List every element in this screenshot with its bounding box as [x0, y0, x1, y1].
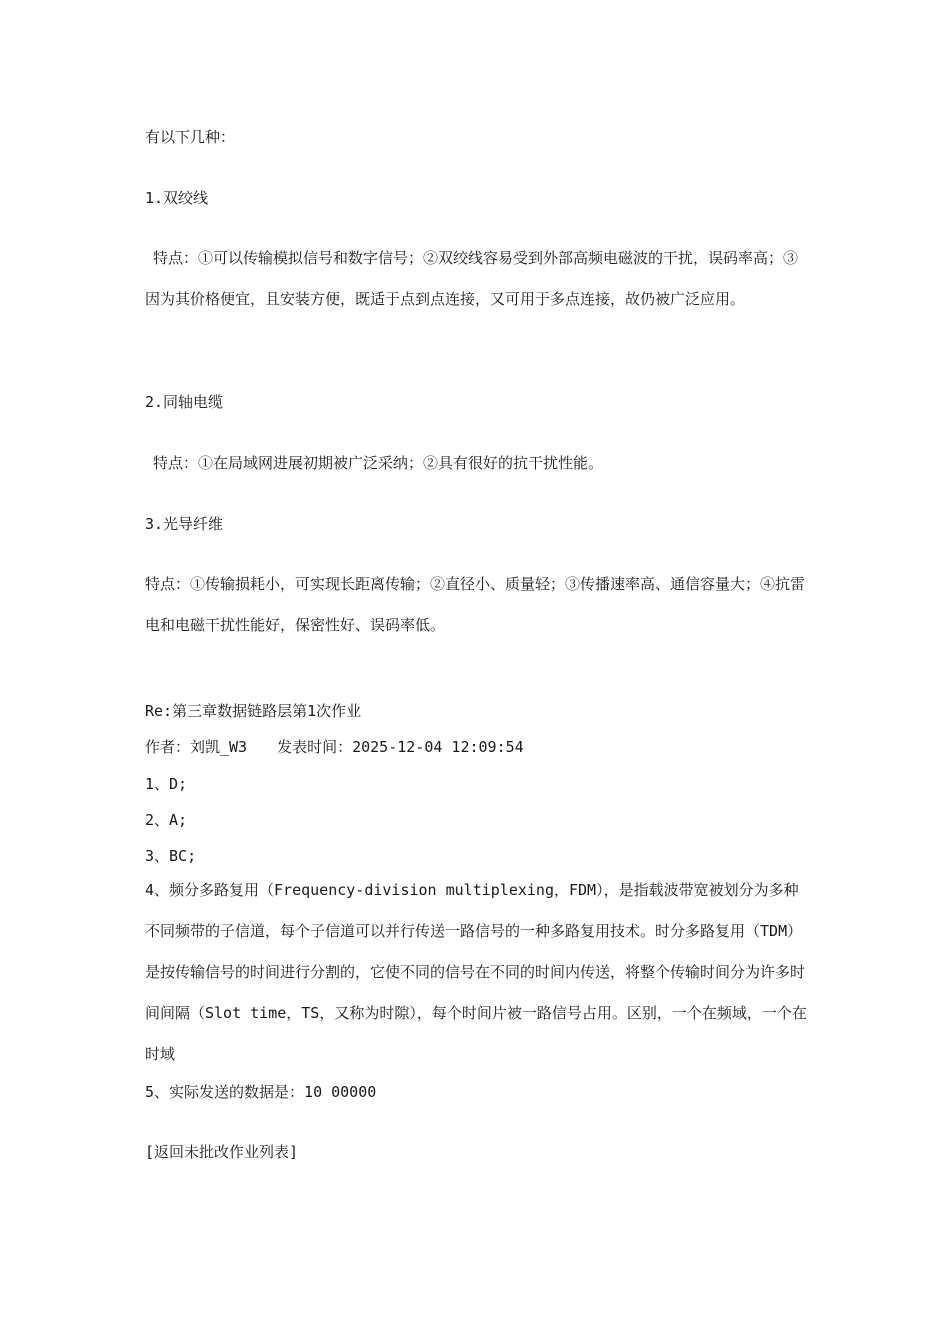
media-title-coaxial: 2.同轴电缆	[145, 393, 224, 411]
intro-text: 有以下几种：	[145, 128, 236, 146]
media-title-fiber: 3.光导纤维	[145, 515, 224, 533]
answer-item: 3、BC;	[145, 847, 197, 865]
media-features-fiber: 特点：①传输损耗小，可实现长距离传输；②直径小、质量轻；③传播速率高、通信容量大；④抗雷电和电磁干扰性能好，保密性好、误码率低。	[145, 575, 806, 634]
answer-4: 4、频分多路复用（Frequency-division multiplexing，FDM），是指载波带宽被划分为多种不同频带的子信道，每个子信道可以并行传送一路信号的一种多路复用技术。时分多路复用（TDM）是按传输信号的时间进行分割的，它使不同的信号在不同的时间内传送，将整个传输时间分为许多时间间隔（Slot time，TS，又称为时隙），每个时间片被一路信号占用。区别，一个在频域，一个在时域	[145, 881, 807, 1063]
reply-meta: 作者：刘凯_W3 发表时间：2025-12-04 12:09:54	[145, 738, 524, 756]
answer-5: 5、实际发送的数据是：10 00000	[145, 1083, 377, 1101]
reply-title: Re:第三章数据链路层第1次作业	[145, 702, 362, 720]
media-title-twisted-pair: 1.双绞线	[145, 189, 209, 207]
answer-item: 2、A;	[145, 811, 188, 829]
media-features-twisted-pair: 特点：①可以传输模拟信号和数字信号；②双绞线容易受到外部高频电磁波的干扰，误码率高；③因为其价格便宜，且安装方便，既适于点到点连接，又可用于多点连接，故仍被广泛应用。	[145, 249, 799, 308]
media-features-coaxial: 特点：①在局域网进展初期被广泛采纳；②具有很好的抗干扰性能。	[153, 454, 604, 472]
back-to-list-link[interactable]: [返回未批改作业列表]	[145, 1143, 299, 1161]
answer-item: 1、D;	[145, 775, 188, 793]
